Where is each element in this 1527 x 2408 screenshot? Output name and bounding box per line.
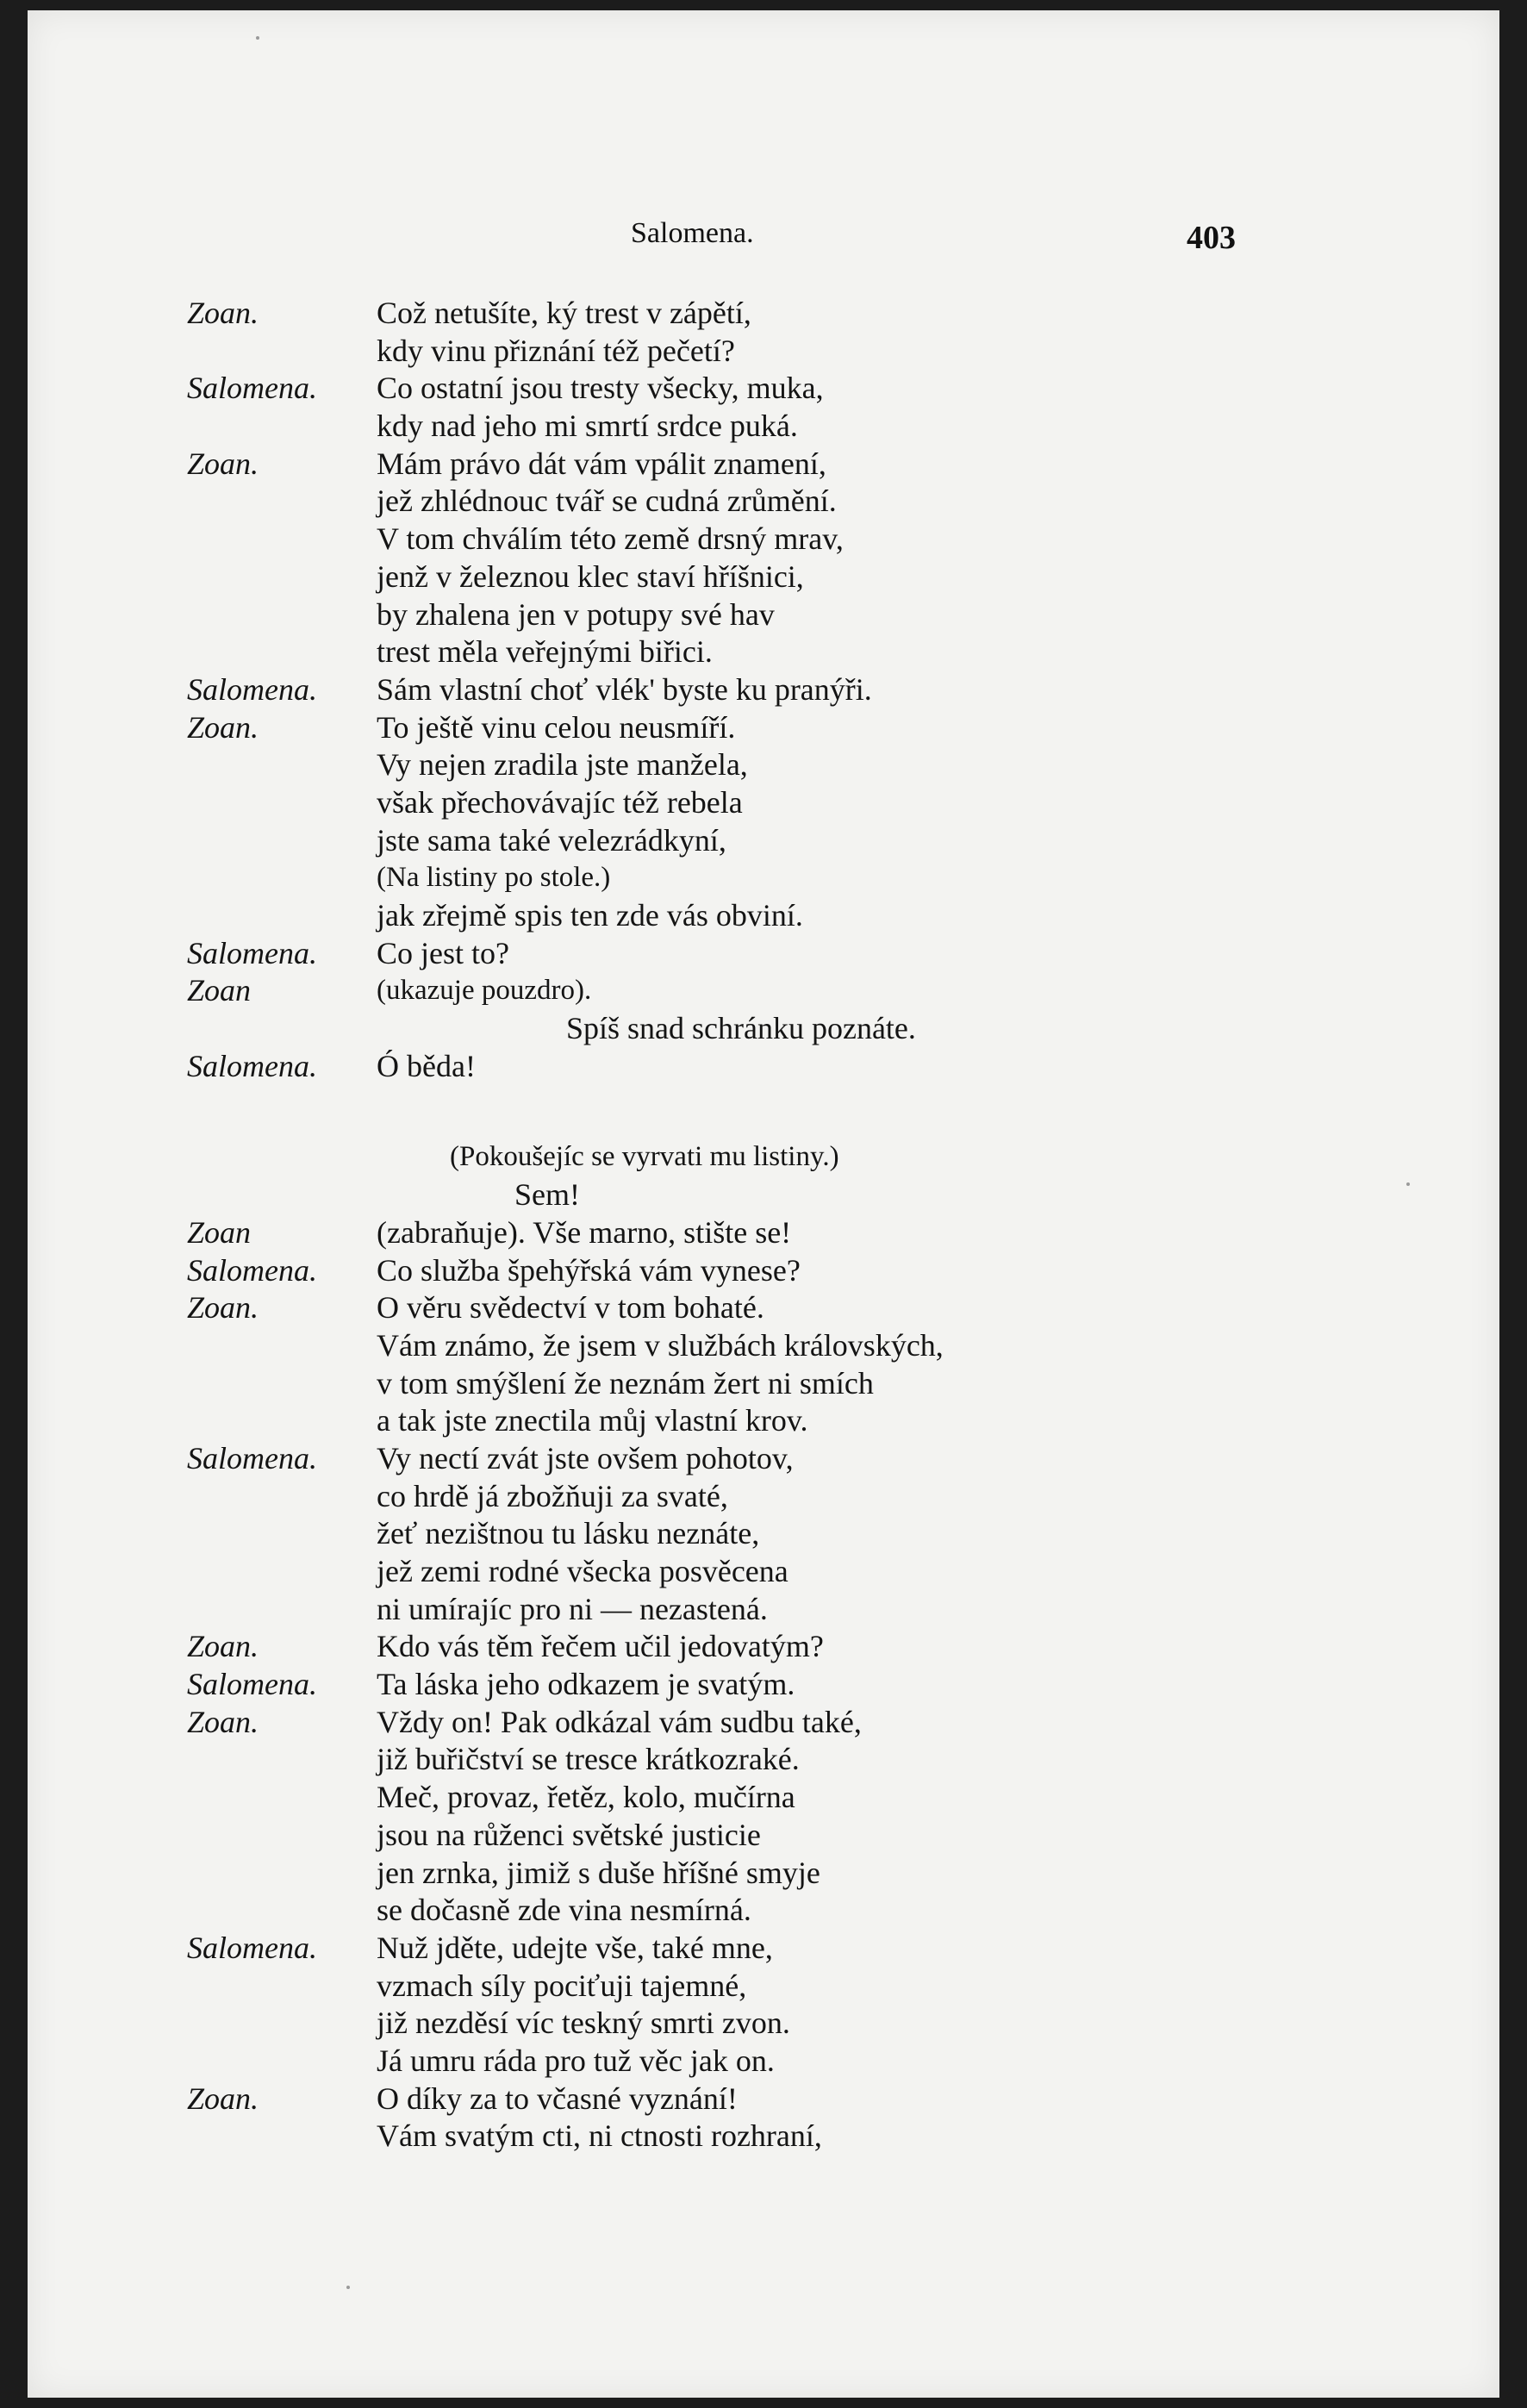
verse-line [28,1591,1499,1629]
verse-text: kdy nad jeho mi smrtí srdce puká. [377,409,798,444]
stage-direction: (Na listiny po stole.) [377,862,611,894]
speaker-name: Zoan. [187,1629,259,1664]
verse-text: Co ostatní jsou tresty všecky, muka, [377,371,824,406]
verse-line [28,1010,1499,1048]
verse-text: by zhalena jen v potupy své hav [377,596,775,632]
verse-line [28,1968,1499,2006]
verse-text: Ó běda! [377,1048,476,1083]
speaker-name: Zoan. [187,2080,259,2116]
verse-line [28,1855,1499,1893]
speaker-name: Salomena. [187,671,317,707]
verse-text: Co jest to? [377,935,509,970]
verse-text: To ještě vinu celou neusmíří. [377,709,736,745]
spacer [28,1085,1499,1138]
verse-line [28,1628,1499,1666]
verse-text: jež zemi rodné všecka posvěcena [377,1554,788,1588]
verse-line [28,1704,1499,1742]
verse-line [28,1252,1499,1290]
verse-line [28,333,1499,371]
verse-text: O věru svědectví v tom bohaté. [377,1290,764,1326]
verse-text: Sám vlastní choť vlék' byste ku pranýři. [377,671,872,707]
verse-text: Mám právo dát vám vpálit znamení, [377,446,826,481]
speaker-name: Zoan. [187,1290,259,1326]
verse-text: jsou na růženci světské justicie [377,1817,761,1852]
verse-text: jež zhlédnouc tvář se cudná zrůmění. [377,483,837,519]
verse-line [28,1214,1499,1252]
verse-text: Co služba špehýřská vám vynese? [377,1252,801,1288]
verse-line [28,709,1499,747]
running-title: Salomena. [631,217,754,249]
verse-text: jste sama také velezrádkyní, [377,822,726,858]
verse-line [28,1365,1499,1403]
verse-line [28,671,1499,709]
verse-line [28,935,1499,973]
verse-line [28,1779,1499,1817]
verse-line [28,1440,1499,1478]
verse-line [28,483,1499,521]
verse-text: V tom chválím této země drsný mrav, [377,521,844,557]
verse-text: Vždy on! Pak odkázal vám sudbu také, [377,1704,862,1739]
verse-line [28,2118,1499,2155]
verse-line [28,521,1499,558]
verse-text: O díky za to včasné vyznání! [377,2080,738,2116]
verse-text: již nezděsí víc teskný smrti zvon. [377,2006,790,2041]
page-number: 403 [1187,220,1236,256]
verse-line [28,633,1499,671]
verse-text: Meč, provaz, řetěz, kolo, mučírna [377,1780,795,1815]
verse-text: a tak jste znectila můj vlastní krov. [377,1403,808,1438]
verse-text: Spíš snad schránku poznáte. [566,1011,916,1046]
verse-line [28,1327,1499,1365]
verse-line [28,370,1499,408]
speaker-name: Zoan. [187,446,259,481]
verse-text: Vám známo, že jsem v službách královských, [377,1327,944,1363]
verse-line [28,558,1499,596]
verse-text: ni umírajíc pro ni — nezastená. [377,1591,768,1626]
verse-line [28,859,1499,897]
verse-text: však přechovávajíc též rebela [377,784,743,820]
verse-line [28,408,1499,446]
speaker-name: Zoan. [187,709,259,745]
speaker-name: Salomena. [187,371,317,406]
verse-text: co hrdě já zbožňuji za svaté, [377,1478,728,1513]
book-page [28,10,1499,2398]
verse-line [28,1666,1499,1704]
verse-text: trest měla veřejnými biřici. [377,634,713,670]
verse-line [28,1817,1499,1855]
verse-line [28,1741,1499,1779]
speaker-name: Salomena. [187,1667,317,1702]
verse-line [28,1048,1499,1086]
verse-text: jenž v železnou klec staví hříšnici, [377,558,804,594]
paper-speck [256,36,259,40]
speaker-name: Salomena. [187,1440,317,1475]
verse-line [28,295,1499,333]
verse-text: vzmach síly pociťuji tajemné, [377,1968,747,2003]
verse-line [28,746,1499,784]
verse-text: Což netušíte, ký trest v zápětí, [377,296,751,330]
speaker-name: Salomena. [187,1048,317,1083]
verse-text: kdy vinu přiznání též pečetí? [377,333,735,368]
speaker-name: Zoan. [187,1704,259,1739]
verse-text: v tom smýšlení že neznám žert ni smích [377,1365,874,1401]
verse-text: Ta láska jeho odkazem je svatým. [377,1667,795,1702]
verse-line [28,596,1499,634]
verse-text: Nuž jděte, udejte vše, také mne, [377,1930,773,1965]
speaker-name: Zoan. [187,296,259,330]
speaker-name: Zoan [187,1214,252,1250]
verse-text: se dočasně zde vina nesmírná. [377,1893,751,1928]
verse-line [28,2043,1499,2080]
verse-text: Vy nectí zvát jste ovšem pohotov, [377,1440,794,1475]
verse-line [28,1176,1499,1214]
verse-text: (zabraňuje). Vše marno, stište se! [377,1214,792,1250]
verse-line [28,897,1499,935]
speaker-name: Salomena. [187,1252,317,1288]
speaker-name: Salomena. [187,1930,317,1965]
verse-text: již buřičství se tresce krátkozraké. [377,1742,800,1777]
stage-direction: (ukazuje pouzdro). [377,975,592,1007]
page-header [28,217,1499,260]
verse-text: Kdo vás těm řečem učil jedovatým? [377,1629,824,1664]
verse-line [28,784,1499,822]
verse-text: Vám svatým cti, ni ctnosti rozhraní, [377,2118,822,2154]
verse-line [28,2005,1499,2043]
stage-direction: (Pokoušejíc se vyrvati mu listiny.) [450,1141,839,1173]
verse-line [28,1892,1499,1930]
verse-text: žeť nezištnou tu lásku neznáte, [377,1516,760,1551]
verse-line [28,822,1499,860]
speaker-name: Zoan [187,973,252,1008]
verse-text: Sem! [514,1177,580,1213]
verse-text: Vy nejen zradila jste manžela, [377,747,748,783]
drama-text [28,295,1499,2155]
verse-line [28,446,1499,483]
speaker-name: Salomena. [187,935,317,970]
verse-text: jak zřejmě spis ten zde vás obviní. [377,898,803,933]
verse-text: Já umru ráda pro tuž věc jak on. [377,2043,775,2078]
verse-line [28,1553,1499,1591]
verse-line [28,1515,1499,1553]
verse-line [28,972,1499,1010]
verse-line [28,1402,1499,1440]
verse-line [28,1930,1499,1968]
verse-line [28,1478,1499,1516]
paper-speck [346,2286,350,2289]
verse-line [28,1138,1499,1176]
verse-line [28,2080,1499,2118]
verse-line [28,1289,1499,1327]
verse-text: jen zrnka, jimiž s duše hříšné smyje [377,1855,820,1890]
